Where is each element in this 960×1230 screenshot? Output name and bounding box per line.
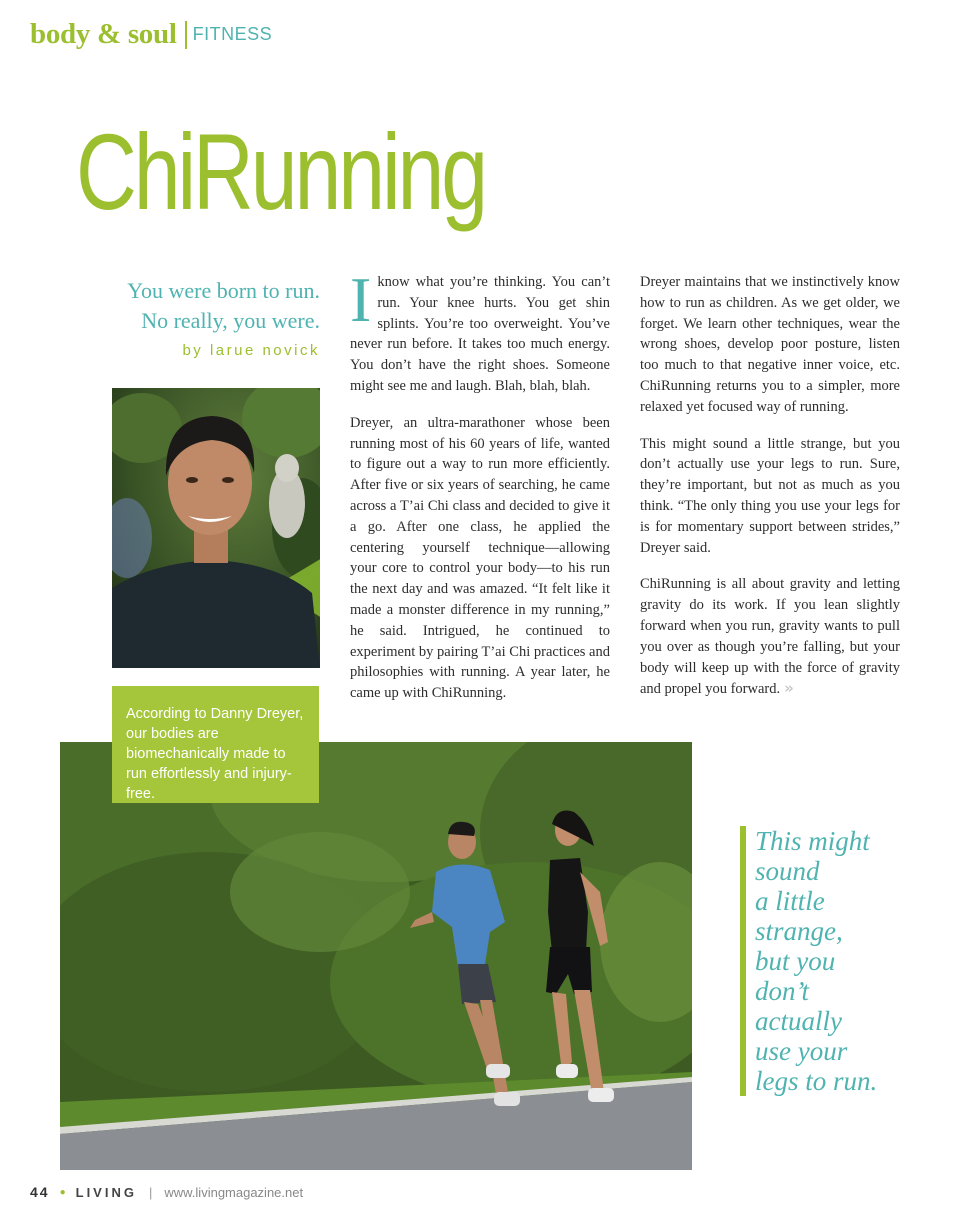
article-title: ChiRunning bbox=[76, 111, 486, 232]
body-paragraph: Dreyer, an ultra-marathoner whose been running most of his 60 years of life, wanted to figure out a way to run more efficiently. After five or six years of searching, he came across a T’ai Chi class and decided to give it a go. After one class, he applied the centering yourself technique—allowing your core to control your body—to his run the next day and was amazed. “It felt like it made a monster difference in my running,” he said. Intrigued, he continued to experiment by pairing T’ai Chi practices and philosophies with running. A year later, he came up with ChiRunning. bbox=[350, 414, 610, 702]
photo-caption: According to Danny Dreyer, our bodies are biomechanically made to run effortlessly and injury-free. bbox=[126, 706, 304, 802]
magazine-name: LIVING bbox=[75, 1184, 137, 1200]
dek-line-2: No really, you were. bbox=[141, 308, 320, 333]
portrait-photo bbox=[112, 388, 320, 668]
page-footer bbox=[30, 1184, 303, 1200]
pull-quote-line: a little bbox=[755, 886, 825, 916]
bullet-icon: ● bbox=[59, 1186, 66, 1198]
magazine-url[interactable]: www.livingmagazine.net bbox=[164, 1184, 304, 1200]
body-column-1 bbox=[350, 264, 610, 720]
continue-icon: » bbox=[784, 679, 794, 698]
pull-quote-line: actually bbox=[755, 1006, 842, 1036]
body-paragraph: This might sound a little strange, but you don’t actually use your legs to run. Sure, they’re important, but not as much as you think. “The only thing you use your legs for is for momentary support between strides,” Dreyer said. bbox=[640, 435, 900, 556]
pull-quote-line: don’t bbox=[755, 976, 809, 1006]
paragraph-text: ChiRunning is all about gravity and letting gravity do its work. If you lean slightly forward when you run, gravity wants to pull you over as though you’re falling, but your body will keep up with the force of gravity and propel you forward. bbox=[640, 576, 900, 698]
pull-quote bbox=[740, 826, 935, 1096]
section-header bbox=[30, 18, 272, 51]
paragraph-text: know what you’re thinking. You can’t run. Your knee hurts. You get shin splints. You’re too overweight. You’ve never run before. It takes too much energy. You don’t have the right shoes. Someone might see me and laugh. Blah, blah, blah. bbox=[350, 274, 610, 394]
body-paragraph bbox=[350, 264, 610, 397]
drop-cap: I bbox=[350, 264, 372, 335]
brand-title: body & soul bbox=[30, 18, 177, 50]
header-divider bbox=[185, 21, 187, 49]
pull-quote-line: legs to run. bbox=[755, 1066, 878, 1096]
article-dek bbox=[80, 276, 320, 359]
section-label: FITNESS bbox=[192, 24, 273, 44]
pull-quote-line: use your bbox=[755, 1036, 848, 1066]
pull-quote-line: sound bbox=[755, 856, 820, 886]
dek-line-1: You were born to run. bbox=[127, 278, 320, 303]
runners-photo bbox=[60, 742, 692, 1170]
pull-quote-line: This might bbox=[755, 826, 870, 856]
pull-quote-line: but you bbox=[755, 946, 836, 976]
pull-quote-line: strange, bbox=[755, 916, 843, 946]
body-column-2 bbox=[640, 272, 900, 716]
byline: by larue novick bbox=[182, 342, 320, 359]
footer-divider: | bbox=[148, 1184, 153, 1200]
photo-caption-box bbox=[112, 686, 319, 803]
page-number: 44 bbox=[30, 1184, 50, 1200]
body-paragraph: Dreyer maintains that we instinctively know how to run as children. As we get older, we forget. We learn other techniques, wear the wrong shoes, develop poor posture, listen too much to that negative inner voice, etc. ChiRunning returns you to a simpler, more relaxed yet focused way of running. bbox=[640, 274, 900, 415]
body-paragraph bbox=[640, 574, 900, 700]
